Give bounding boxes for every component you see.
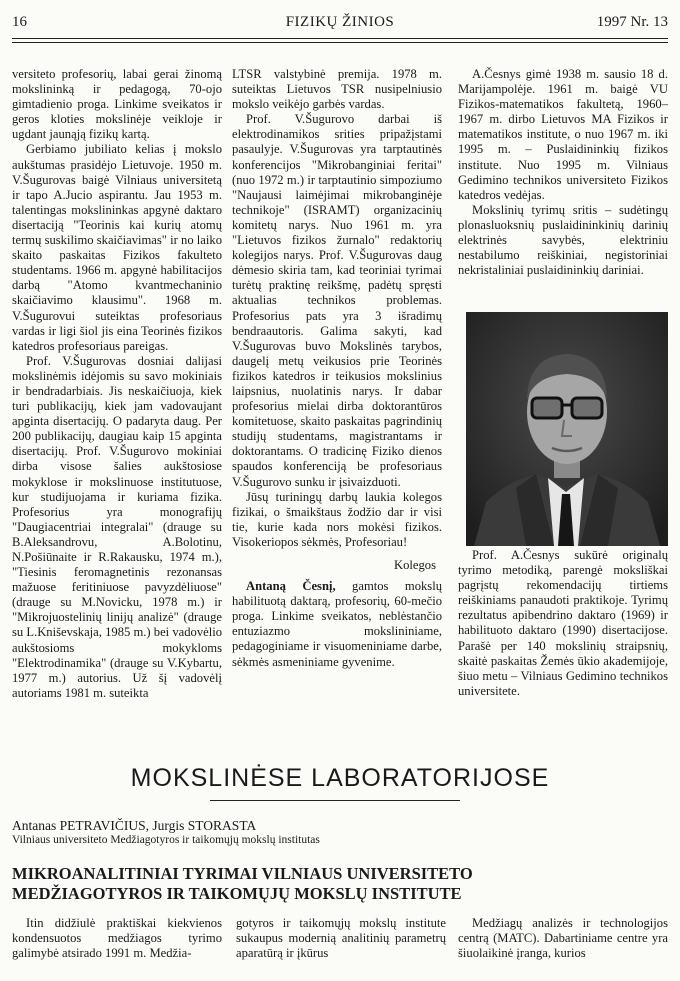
author-given-name: Jurgis xyxy=(152,818,185,833)
article-authors xyxy=(12,818,256,834)
article-column-2 xyxy=(236,916,446,961)
paragraph: versiteto profesorių, labai gerai žinomą mokslininką ir pedagogą, 70-ojo gimtadienio proga. Linkime sveikatos ir geros kloties mokslinėje veikloje ir ugdant jaunąją fizikų kartą. xyxy=(12,67,222,142)
article-column-3 xyxy=(458,916,668,961)
paragraph: Prof. V.Šugurovas dosniai dalijasi mokslinėmis idėjomis su savo mokiniais ir bendradarbiais. Jis neskaičiuoja, kiek turi publikacijų, kiek jam vadovaujant apginta disertacijų. O padaryta daug. Per 200 publikacijų, daugiau kaip 15 apginta disertacijų. Prof. V.Šugurovo mokiniai dirba visose šalies aukštosiose mokyklose ir mokslinuose institutuose, kur studijuojama ir kuriama fizika. Profesorius yra monografijų "Daugiacentriai integralai" (drauge su B.Aleksandrovu, A.Bolotinu, N.Pošiūnaite ir R.Rakausku, 1974 m.), "Tiesinis feromagnetinis rezonansas mažuose feritiniuose pavyzdėliuose" (drauge su M.Novicku, 1978 m.) ir "Mikrojuostelinių linijų analizė" (drauge su L.Kniševskaja, 1985 m.) bei vadovėlio aukštosioms mokykloms "Elektrodinamika" (drauge su V.Kybartu, 1977 m.) autorius. Už šį vadovėlį autoriams 1981 m. suteikta xyxy=(12,353,222,700)
paragraph: Prof. A.Česnys sukūrė originalų tyrimo metodiką, parengė moksliškai pagrįstų rekomendacijų tirtiems reiškiniams panaudoti praktikoje. Tyrimų rezultatus apibendrino daktaro (1969) ir habilituoto daktaro (1990) disertacijose. Parašė per 140 mokslinių straipsnių, skaitė paskaitas Žemės ūkio akademijoje, šiuo metu – Vilniaus Gedimino technikos universitete. xyxy=(458,548,668,698)
header-rule-top xyxy=(12,38,668,39)
column-3-continued xyxy=(458,548,668,699)
paragraph-text: gamtos mokslų habilituotą daktarą, profesorių, 60-mečio proga. Linkime sveikatos, neblėstančio entuziazmo mokslininiame, pedagoginiame ir visuomeniniame darbe, sėkmės asmeniniame gyvenime. xyxy=(232,579,442,669)
journal-title: FIZIKŲ ŽINIOS xyxy=(285,14,395,30)
paragraph xyxy=(232,579,442,670)
paragraph: Itin didžiulė praktiškai kiekvienos kondensuotos medžiagos tyrimo galimybė atsirado 1991 m. Medžia- xyxy=(12,916,222,961)
paragraph: LTSR valstybinė premija. 1978 m. suteiktas Lietuvos TSR nusipelniusio mokslo veikėjo garbės vardas. xyxy=(232,67,442,112)
section-title: MOKSLINĖSE LABORATORIJOSE xyxy=(130,764,550,792)
author-surname: PETRAVIČIUS, xyxy=(59,818,150,833)
paragraph: gotyros ir taikomųjų mokslų institute sukaupus modernią analitinių parametrų aparatūrą ir įkūrus xyxy=(236,916,446,961)
author-given-name: Antanas xyxy=(12,818,57,833)
header-rule-bottom xyxy=(12,42,668,43)
paragraph: Jūsų turiningų darbų laukia kolegos fizikai, o šmaikštaus žodžio dar ir visi tie, kurie kada nors mokėsi fizikos. Visokeriopos sėkmės, Profesoriau! xyxy=(232,489,442,549)
page-number: 16 xyxy=(12,14,27,30)
article-title xyxy=(12,864,668,904)
page-header xyxy=(12,10,668,32)
paragraph: Gerbiamo jubiliato kelias į mokslo aukštumas prasidėjo Lietuvoje. 1950 m. V.Šugurovas baigė Vilniaus universitetą ir tapo A.Jucio aspirantu. Jau 1953 m. talentingas mokslininkas apgynė daktaro disertaciją "Teorinis kai kurių atomų termų suskilimo skaičiavimas" ir no laiko skaito paskaitas Fizikos fakulteto studentams. 1966 m. apgynė habilitacijos darbą "Atomo kvantmechaninio skaičiavimo klausimu". 1968 m. V.Šugurovui suteiktas profesoriaus vardas ir ligi šiol jis eina Teorinės fizikos katedros profesoriaus pareigas. xyxy=(12,142,222,353)
author-surname: STORASTA xyxy=(187,818,257,833)
signature: Kolegos xyxy=(394,558,436,572)
portrait-image xyxy=(466,312,668,546)
column-3 xyxy=(458,67,668,278)
issue-number: 1997 Nr. 13 xyxy=(596,14,668,30)
paragraph: Medžiagų analizės ir technologijos centrą (MATC). Dabartiniame centre yra šiuolaikinė įranga, kurios xyxy=(458,916,668,961)
article-title-line: MEDŽIAGOTYROS IR TAIKOMŲJŲ MOKSLŲ INSTITUTE xyxy=(12,884,462,903)
column-1 xyxy=(12,67,222,701)
paragraph: Mokslinių tyrimų sritis – sudėtingų plonasluoksnių puslaidininkinių darinių elektrinės savybės, elektriniu nestabilumo reiškiniai, negistoriniai nekristaliniai puslaidininkių dariniai. xyxy=(458,202,668,278)
section-rule xyxy=(210,800,460,801)
paragraph: A.Česnys gimė 1938 m. sausio 18 d. Marijampolėje. 1961 m. baigė VU Fizikos-matematikos fakultetą, 1960–1967 m. dirbo Lietuvos MA Fizikos ir matematikos institute, o nuo 1967 m. iki 1995 m. – Puslaidininkių fizikos institute. Nuo 1995 m. Vilniaus Gedimino technikos universiteto Fizikos katedros vedėjas. xyxy=(458,67,668,202)
article-column-1 xyxy=(12,916,222,961)
article-affiliation: Vilniaus universiteto Medžiagotyros ir taikomųjų mokslų institutas xyxy=(12,834,320,846)
portrait-photo xyxy=(466,312,668,546)
honoree-name: Antaną Česnį, xyxy=(246,579,336,594)
column-2 xyxy=(232,67,442,670)
article-title-line: MIKROANALITINIAI TYRIMAI VILNIAUS UNIVERSITETO xyxy=(12,864,473,883)
paragraph: Prof. V.Šugurovo darbai iš elektrodinamikos srities pripažįstami pasaulyje. V.Šugurovas yra tarptautinės konferencijos "Mikrobanginiai feritai" (nuo 1972 m.) ir tarptautinio simpoziumo "Naujausi laimėjimai mikrobanginėje technikoje" (ISRAMT) organizacinių komitetų narys. Nuo 1961 m. yra "Lietuvos fizikos žurnalo" redaktorių kolegijos narys. Prof. V.Šugurovas daug dėmesio skiria tam, kad teoriniai tyrimai turėtų praktinę reikšmę, padėtų spręsti aktualias technikos problemas. Profesorius pats yra 3 išradimų bendraautoris. Galima sakyti, kad V.Šugurovas buvo Mokslinės tarybos, daugelį metų veikusios prie Teorinės fizikos katedros ir teikusios mokslinius laipsnius, nuolatinis narys. Ir dabar profesorius mielai dirba doktorantūros komitetuose, skaito paskaitas pagrindinių studijų studentams, magistrantams ir doktorantams. O tradicinę Fiziko dienos spaudos konferenciją be profesoriaus V.Šugurovo sunku ir įsivaizduoti. xyxy=(232,112,442,489)
